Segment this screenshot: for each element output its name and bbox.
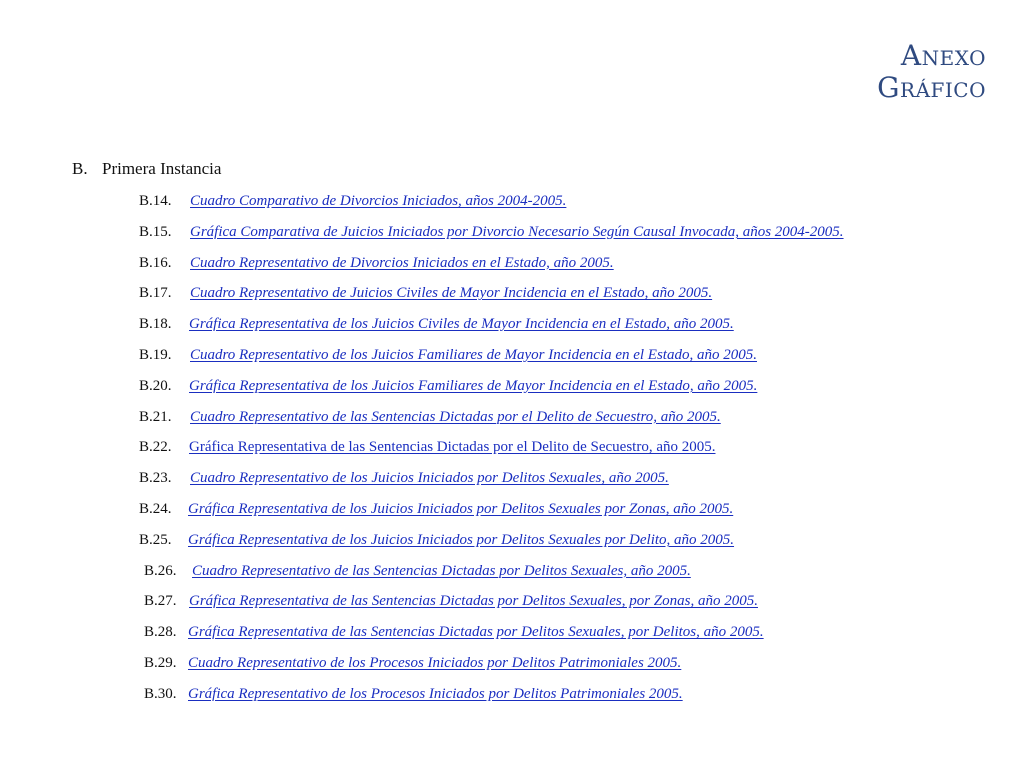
list-item [0,683,1024,714]
annex-title-line1: Anexo [900,39,986,72]
item-number: B.24. [139,500,172,517]
list-item [0,498,1024,529]
item-link[interactable]: Cuadro Representativo de los Procesos Iniciados por Delitos Patrimoniales 2005. [188,654,682,671]
list-item [0,590,1024,621]
item-number: B.30. [144,685,177,702]
list-item [0,652,1024,683]
list-item [0,221,1024,252]
item-number: B.23. [139,470,172,487]
item-number: B.22. [139,439,172,456]
section-letter: B. [72,159,88,178]
item-link[interactable]: Gráfica Comparativa de Juicios Iniciados por Divorcio Necesario Según Causal Invocada, años 2004-2005. [190,223,844,240]
annex-title-line2: Gráfico [877,71,986,104]
item-number: B.29. [144,654,177,671]
item-number: B.26. [144,562,177,579]
list-item [0,621,1024,652]
item-link[interactable]: Gráfica Representativa de los Juicios Familiares de Mayor Incidencia en el Estado, año 2005. [189,377,758,394]
list-item [0,190,1024,221]
list-item [0,436,1024,467]
item-link[interactable]: Cuadro Representativo de las Sentencias Dictadas por Delitos Sexuales, año 2005. [192,562,691,579]
item-number: B.19. [139,346,172,363]
item-link[interactable]: Gráfica Representativa de los Juicios Civiles de Mayor Incidencia en el Estado, año 2005. [189,316,734,333]
item-number: B.15. [139,223,172,240]
list-item [0,344,1024,375]
item-number: B.21. [139,408,172,425]
annex-item-list [0,190,1024,714]
item-link[interactable]: Cuadro Representativo de los Juicios Iniciados por Delitos Sexuales, año 2005. [190,470,669,487]
item-link[interactable]: Gráfica Representativa de las Sentencias Dictadas por Delitos Sexuales, por Zonas, año 2005. [189,593,758,610]
item-link[interactable]: Gráfica Representativa de las Sentencias Dictadas por el Delito de Secuestro, año 2005. [189,439,716,456]
list-item [0,313,1024,344]
list-item [0,282,1024,313]
section-title: Primera Instancia [102,159,222,178]
item-number: B.25. [139,531,172,548]
item-number: B.27. [144,593,177,610]
item-number: B.16. [139,254,172,271]
section-heading [72,157,221,181]
item-number: B.18. [139,316,172,333]
list-item [0,529,1024,560]
item-number: B.14. [139,193,172,209]
item-link[interactable]: Cuadro Representativo de Divorcios Iniciados en el Estado, año 2005. [190,254,614,271]
item-number: B.20. [139,377,172,394]
list-item [0,560,1024,591]
item-link[interactable]: Gráfica Representativa de los Juicios Iniciados por Delitos Sexuales por Delito, año 2005. [188,531,735,548]
annex-title [877,40,986,104]
list-item [0,406,1024,437]
list-item [0,252,1024,283]
item-link[interactable]: Gráfica Representativa de las Sentencias Dictadas por Delitos Sexuales, por Delitos, año 2005. [188,624,764,641]
list-item [0,467,1024,498]
item-link[interactable]: Cuadro Representativo de los Juicios Familiares de Mayor Incidencia en el Estado, año 2005. [190,346,757,363]
list-item [0,375,1024,406]
item-link[interactable]: Gráfica Representativa de los Juicios Iniciados por Delitos Sexuales por Zonas, año 2005. [188,500,734,517]
item-link[interactable]: Gráfica Representativo de los Procesos Iniciados por Delitos Patrimoniales 2005. [188,685,683,702]
item-link[interactable]: Cuadro Representativo de las Sentencias Dictadas por el Delito de Secuestro, año 2005. [190,408,721,425]
item-link[interactable]: Cuadro Representativo de Juicios Civiles de Mayor Incidencia en el Estado, año 2005. [190,285,713,302]
item-number: B.17. [139,285,172,302]
item-number: B.28. [144,624,177,641]
item-link[interactable]: Cuadro Comparativo de Divorcios Iniciados, años 2004-2005. [190,193,567,209]
